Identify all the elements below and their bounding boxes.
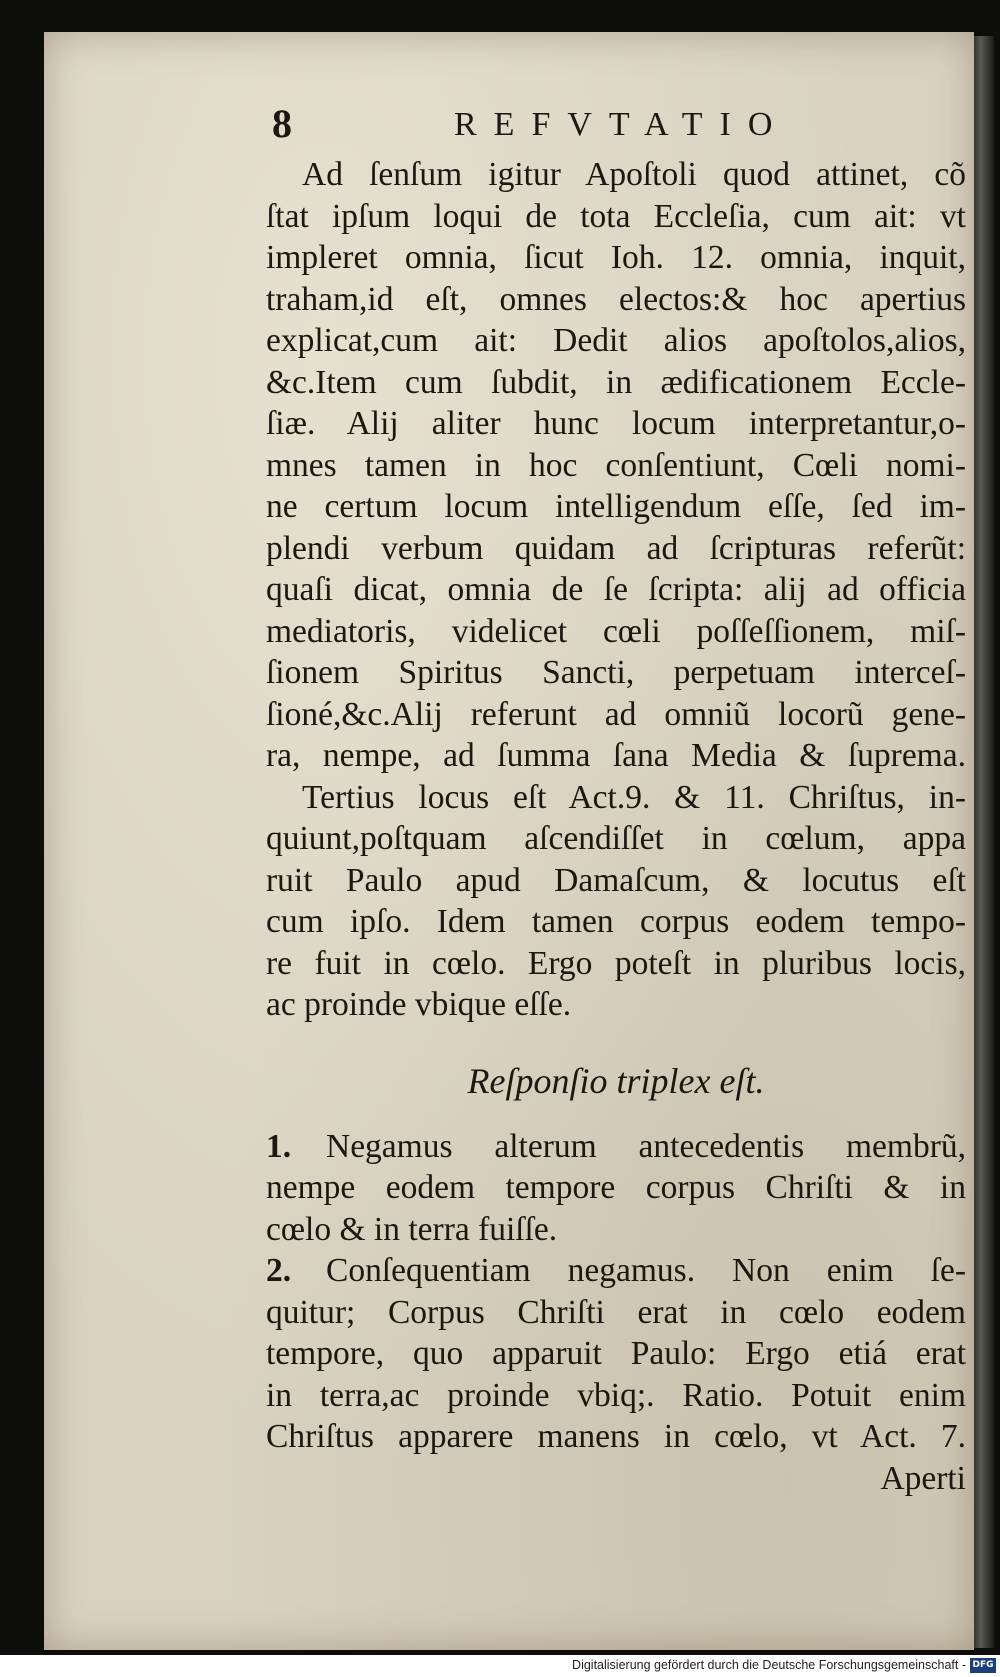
text-line: Ad ſenſum igitur Apoſtoli quod attinet, cõ <box>302 156 966 193</box>
text-line: cœlo & in terra fuiſſe. <box>266 1210 558 1248</box>
item-number: 2. <box>266 1252 292 1289</box>
text-line: ſiæ. Alij aliter hunc locum interpretantur,o- <box>266 405 966 442</box>
running-title: REFVTATIO <box>454 106 790 143</box>
text-line: impleret omnia, ſicut Ioh. 12. omnia, inquit, <box>266 239 966 276</box>
body-text <box>266 154 966 1499</box>
text-line: traham,id eſt, omnes electos:& hoc apertius <box>266 280 966 318</box>
text-line: ne certum locum intelligendum eſſe, ſed im- <box>266 488 966 525</box>
book-page <box>44 32 974 1650</box>
paragraph-2 <box>266 777 966 1026</box>
text-line: Negamus alterum antecedentis membrũ, <box>326 1127 966 1165</box>
text-line: ſionem Spiritus Sancti, perpetuam interceſ- <box>266 654 966 691</box>
text-line: plendi verbum quidam ad ſcripturas referũt: <box>266 529 966 567</box>
text-line: ruit Paulo apud Damaſcum, & locutus eſt <box>266 861 966 899</box>
text-line: ac proinde vbique eſſe. <box>266 986 572 1023</box>
text-line: nempe eodem tempore corpus Chriſti & in <box>266 1169 966 1206</box>
numbered-line <box>266 1126 966 1168</box>
page-number: 8 <box>272 101 292 146</box>
funding-notice: Digitalisierung gefördert durch die Deutsche Forschungsgemeinschaft - <box>572 1658 966 1672</box>
text-line: ſioné,&c.Alij referunt ad omniũ locorũ gene- <box>266 695 966 733</box>
footer-bar <box>0 1655 1000 1677</box>
section-heading: Reſponſio triplex eſt. <box>467 1060 765 1101</box>
text-line: mediatoris, videlicet cœli poſſeſſionem, miſ- <box>266 612 966 650</box>
text-line: Conſequentiam negamus. Non enim ſe- <box>326 1252 966 1289</box>
text-line: ſtat ipſum loqui de tota Eccleſia, cum ait: vt <box>266 197 966 235</box>
text-line: quiunt,poſtquam aſcendiſſet in cœlum, appa <box>266 820 966 857</box>
numbered-item-2 <box>266 1250 966 1458</box>
text-line: Chriſtus apparere manens in cœlo, vt Act. 7. <box>266 1418 966 1455</box>
numbered-line <box>266 1250 966 1292</box>
text-line: explicat,cum ait: Dedit alios apoſtolos,alios, <box>266 322 966 359</box>
text-line: ra, nempe, ad ſumma ſana Media & ſuprema. <box>266 737 966 774</box>
paragraph-1 <box>266 154 966 777</box>
text-line: quaſi dicat, omnia de ſe ſcripta: alij ad officia <box>266 571 966 608</box>
text-line: cum ipſo. Idem tamen corpus eodem tempo- <box>266 903 966 940</box>
page-edge <box>972 36 994 1648</box>
text-line: &c.Item cum ſubdit, in ædificationem Eccle- <box>266 363 966 401</box>
text-line: Tertius locus eſt Act.9. & 11. Chriſtus, in- <box>302 778 966 816</box>
text-line: mnes tamen in hoc conſentiunt, Cœli nomi- <box>266 446 966 484</box>
numbered-item-1 <box>266 1126 966 1251</box>
item-number: 1. <box>266 1127 292 1165</box>
text-line: re fuit in cœlo. Ergo poteſt in pluribus locis, <box>266 944 966 982</box>
text-line: in terra,ac proinde vbiq;. Ratio. Potuit enim <box>266 1376 966 1414</box>
text-line: tempore, quo apparuit Paulo: Ergo etiá erat <box>266 1335 966 1372</box>
dfg-logo-icon: DFG <box>970 1658 996 1673</box>
catchword: Aperti <box>880 1459 966 1497</box>
text-line: quitur; Corpus Chriſti erat in cœlo eodem <box>266 1293 966 1331</box>
